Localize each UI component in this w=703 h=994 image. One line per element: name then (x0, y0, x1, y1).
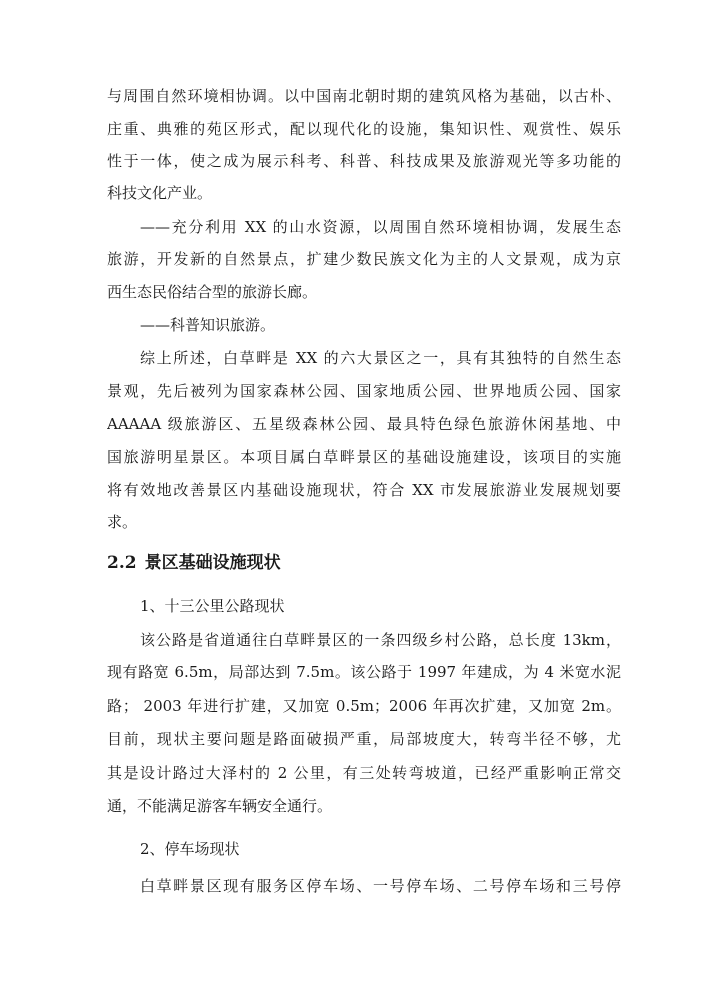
paragraph-line: 其是设计路过大泽村的 2 公里，有三处转弯坡道，已经严重影响正常交 (107, 764, 621, 782)
paragraph-line: 庄重、典雅的苑区形式，配以现代化的设施，集知识性、观赏性、娱乐 (107, 120, 621, 138)
paragraph-line: 该公路是省道通往白草畔景区的一条四级乡村公路，总长度 13km， (140, 631, 621, 649)
paragraph-line: 科技文化产业。 (107, 184, 213, 202)
paragraph-line: 路； 2003 年进行扩建，又加宽 0.5m；2006 年再次扩建，又加宽 2m。 (107, 697, 621, 715)
paragraph-line: 与周围自然环境相协调。以中国南北朝时期的建筑风格为基础，以古朴、 (107, 87, 621, 105)
subsection-heading: 1、十三公里公路现状 (140, 597, 285, 615)
paragraph-line: 通，不能满足游客车辆安全通行。 (107, 797, 333, 815)
paragraph-line: 将有效地改善景区内基础设施现状，符合 XX 市发展旅游业发展规划要 (107, 481, 621, 499)
paragraph-line: 目前，现状主要问题是路面破损严重，局部坡度大，转弯半径不够，尤 (107, 730, 621, 748)
paragraph-line: 国旅游明星景区。本项目属白草畔景区的基础设施建设，该项目的实施 (107, 448, 621, 466)
section-number: 2.2 (107, 553, 137, 573)
paragraph-line: 求。 (107, 513, 138, 531)
paragraph-line: 旅游，开发新的自然景点，扩建少数民族文化为主的人文景观，成为京 (107, 250, 621, 268)
paragraph-line: ——科普知识旅游。 (140, 316, 276, 334)
subsection-heading: 2、停车场现状 (140, 840, 240, 858)
paragraph-line: 现有路宽 6.5m，局部达到 7.5m。该公路于 1997 年建成，为 4 米宽水泥 (107, 663, 621, 681)
section-heading (107, 547, 621, 580)
section-title: 景区基础设施现状 (144, 553, 281, 573)
paragraph-line: 景观，先后被列为国家森林公园、国家地质公园、世界地质公园、国家 (107, 382, 621, 400)
paragraph-line: 白草畔景区现有服务区停车场、一号停车场、二号停车场和三号停 (140, 877, 621, 895)
paragraph-line: ——充分利用 XX 的山水资源，以周围自然环境相协调，发展生态 (140, 218, 621, 236)
paragraph-line: 综上所述，白草畔是 XX 的六大景区之一，具有其独特的自然生态 (140, 349, 621, 367)
paragraph-line: AAAAA 级旅游区、五星级森林公园、最具特色绿色旅游休闲基地、中 (107, 415, 621, 433)
paragraph-line: 性于一体，使之成为展示科考、科普、科技成果及旅游观光等多功能的 (107, 152, 621, 170)
paragraph-line: 西生态民俗结合型的旅游长廊。 (107, 283, 318, 301)
